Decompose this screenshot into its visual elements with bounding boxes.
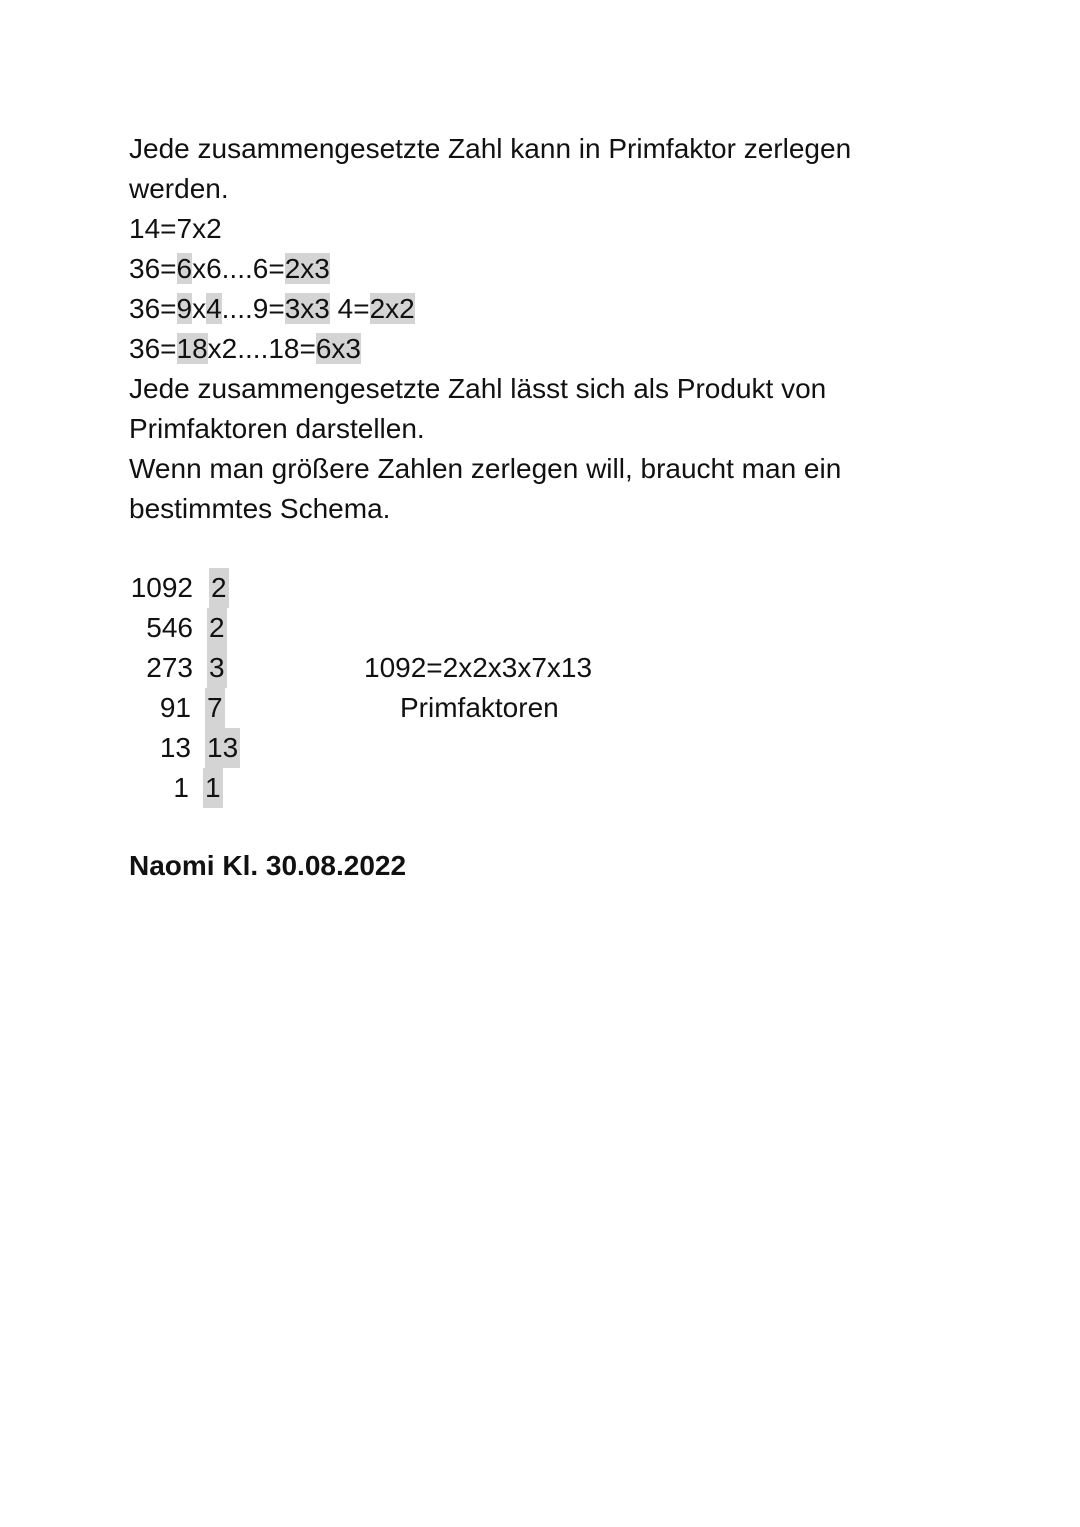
factorization-label: Primfaktoren	[400, 692, 559, 723]
example-line-3	[129, 289, 415, 329]
scheme-number: 1092	[130, 572, 193, 603]
highlighted-factor: 6	[176, 253, 193, 284]
highlighted-factor: 2x3	[284, 253, 330, 284]
example-line-2	[129, 249, 330, 289]
example-part: x2....18=	[207, 333, 316, 364]
example-part: 36=	[129, 293, 177, 324]
example-part: 36=	[129, 333, 177, 364]
paragraph2-line-3: Wenn man größere Zahlen zerlegen will, braucht man ein	[129, 453, 842, 484]
scheme-number: 1	[173, 772, 189, 803]
example-part: x	[192, 293, 207, 324]
paragraph2-line-2: Primfaktoren darstellen.	[129, 413, 425, 444]
example-part: x6....6=	[192, 253, 285, 284]
highlighted-factor: 9	[176, 293, 193, 324]
scheme-factor: 2	[207, 608, 227, 648]
paragraph2-line-1: Jede zusammengesetzte Zahl lässt sich als Produkt von	[129, 373, 827, 404]
scheme-factor: 3	[207, 648, 227, 688]
highlighted-factor: 3x3	[284, 293, 330, 324]
example-part: 14=7x2	[129, 213, 222, 244]
example-line-4	[129, 329, 361, 369]
scheme-factor: 2	[209, 568, 229, 608]
scheme-number: 13	[159, 732, 191, 763]
scheme-number: 273	[146, 652, 193, 683]
paragraph2-line-4: bestimmtes Schema.	[129, 493, 391, 524]
signature: Naomi Kl. 30.08.2022	[129, 850, 407, 881]
paragraph-line-2: werden.	[129, 173, 229, 204]
scheme-factor: 1	[203, 768, 223, 808]
highlighted-factor: 4	[206, 293, 222, 324]
scheme-factor: 13	[205, 728, 240, 768]
factorization-result: 1092=2x2x3x7x13	[364, 652, 593, 683]
paragraph-line-1: Jede zusammengesetzte Zahl kann in Primfaktor zerlegen	[129, 133, 852, 164]
scheme-factor: 7	[205, 688, 225, 728]
example-part: 4=	[329, 293, 370, 324]
scheme-number: 546	[146, 612, 193, 643]
highlighted-factor: 18	[176, 333, 208, 364]
highlighted-factor: 6x3	[315, 333, 361, 364]
example-part: 36=	[129, 253, 177, 284]
example-part: ....9=	[221, 293, 285, 324]
highlighted-factor: 2x2	[369, 293, 415, 324]
example-line-1	[129, 209, 222, 249]
scheme-number: 91	[159, 692, 191, 723]
